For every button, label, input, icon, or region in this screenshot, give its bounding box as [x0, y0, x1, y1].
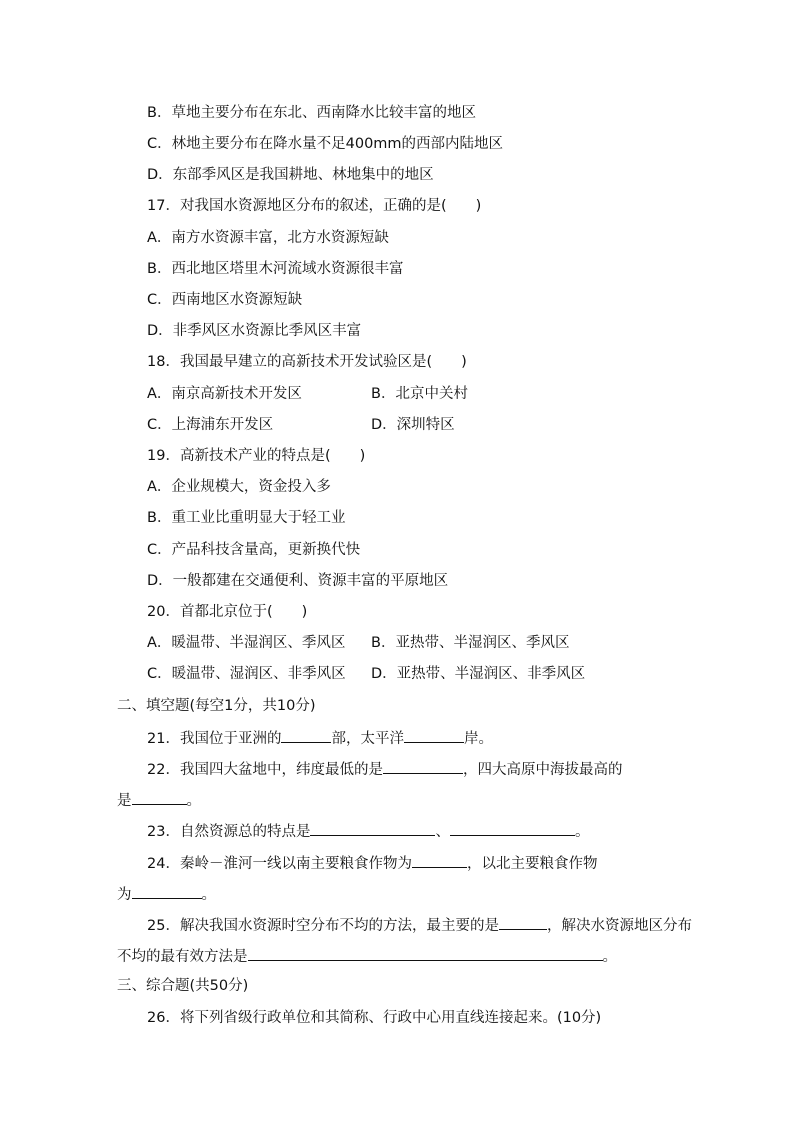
- q16-option-c: C．林地主要分布在降水量不足400mm的西部内陆地区: [147, 136, 504, 152]
- q21-text-1: 21．我国位于亚洲的: [147, 731, 282, 747]
- section-3-heading: 三、综合题(共50分): [117, 978, 249, 994]
- q20-stem: 20．首都北京位于( ): [147, 604, 308, 620]
- q21-text-3: 岸。: [463, 731, 493, 747]
- q22-blank-1[interactable]: [383, 759, 463, 774]
- q19-option-d: D．一般都建在交通便利、资源丰富的平原地区: [147, 573, 449, 589]
- q24-text-4: 。: [201, 887, 216, 903]
- q24-line-1: [147, 853, 597, 873]
- q23-text-2: 、: [435, 824, 450, 840]
- q21-line: [147, 728, 493, 748]
- q19-stem: 19．高新技术产业的特点是( ): [147, 448, 366, 464]
- q18-options-row-1: [147, 385, 468, 403]
- q25-text-3: 不均的最有效方法是: [117, 949, 248, 965]
- q22-line-2: [117, 790, 201, 810]
- q23-blank-2[interactable]: [450, 821, 575, 836]
- q17-option-c: C．西南地区水资源短缺: [147, 292, 303, 308]
- q22-line-1: [147, 759, 622, 779]
- q23-blank-1[interactable]: [310, 821, 435, 836]
- q24-line-2: [117, 884, 216, 904]
- q19-option-c: C．产品科技含量高，更新换代快: [147, 542, 361, 558]
- q17-stem: 17．对我国水资源地区分布的叙述，正确的是( ): [147, 198, 482, 214]
- q25-text-1: 25．解决我国水资源时空分布不均的方法，最主要的是: [147, 918, 499, 934]
- q24-blank-1[interactable]: [412, 853, 467, 868]
- q21-blank-1[interactable]: [281, 728, 331, 743]
- q18-option-a: A．南京高新技术开发区: [147, 386, 302, 402]
- q20-option-d: D．亚热带、半湿润区、非季风区: [371, 666, 586, 682]
- q18-options-row-2: [147, 416, 455, 434]
- q16-option-b: B．草地主要分布在东北、西南降水比较丰富的地区: [147, 105, 476, 121]
- q22-text-2: ，四大高原中海拔最高的: [462, 762, 623, 778]
- q26-stem: 26．将下列省级行政单位和其简称、行政中心用直线连接起来。(10分): [147, 1010, 602, 1026]
- q23-line: [147, 821, 589, 841]
- q20-option-a: A．暖温带、半湿润区、季风区: [147, 635, 346, 651]
- q20-options-row-2: [147, 665, 586, 683]
- q24-text-3: 为: [117, 887, 132, 903]
- q22-text-4: 。: [186, 793, 201, 809]
- q20-option-b: B．亚热带、半湿润区、季风区: [371, 635, 570, 651]
- q25-line-2: [117, 946, 617, 966]
- q25-blank-2[interactable]: [248, 946, 603, 961]
- q22-blank-2[interactable]: [132, 790, 187, 805]
- q17-option-d: D．非季风区水资源比季风区丰富: [147, 323, 362, 339]
- q17-option-b: B．西北地区塔里木河流域水资源很丰富: [147, 261, 404, 277]
- q24-text-2: ，以北主要粮食作物: [466, 856, 598, 872]
- q16-option-d: D．东部季风区是我国耕地、林地集中的地区: [147, 167, 434, 183]
- q20-options-row-1: [147, 634, 570, 652]
- q23-text-1: 23．自然资源总的特点是: [147, 824, 311, 840]
- q20-option-c: C．暖温带、湿润区、非季风区: [147, 666, 346, 682]
- q25-text-4: 。: [602, 949, 617, 965]
- q25-text-2: ，解决水资源地区分布: [546, 918, 692, 934]
- q24-text-1: 24．秦岭－淮河一线以南主要粮食作物为: [147, 856, 412, 872]
- section-2-heading: 二、填空题(每空1分，共10分): [117, 698, 316, 714]
- q25-line-1: [147, 915, 692, 935]
- q22-text-1: 22．我国四大盆地中，纬度最低的是: [147, 762, 383, 778]
- q19-option-a: A．企业规模大，资金投入多: [147, 479, 331, 495]
- q17-option-a: A．南方水资源丰富，北方水资源短缺: [147, 230, 389, 246]
- q24-blank-2[interactable]: [132, 884, 202, 899]
- q21-text-2: 部，太平洋: [331, 731, 404, 747]
- q19-option-b: B．重工业比重明显大于轻工业: [147, 510, 346, 526]
- q18-option-b: B．北京中关村: [371, 386, 468, 402]
- q25-blank-1[interactable]: [499, 915, 547, 930]
- q18-stem: 18．我国最早建立的高新技术开发试验区是( ): [147, 354, 467, 370]
- q18-option-c: C．上海浦东开发区: [147, 417, 274, 433]
- q18-option-d: D．深圳特区: [371, 417, 455, 433]
- q22-text-3: 是: [117, 793, 132, 809]
- q21-blank-2[interactable]: [404, 728, 464, 743]
- q23-text-3: 。: [574, 824, 590, 840]
